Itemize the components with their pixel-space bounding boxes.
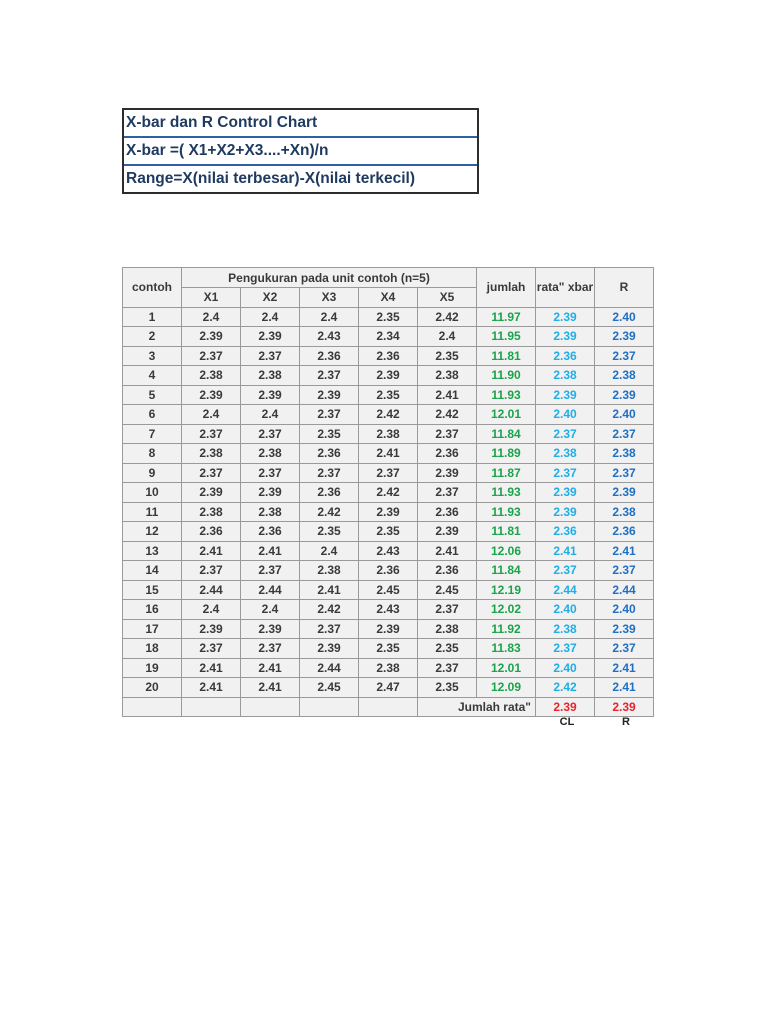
table-row <box>123 424 654 444</box>
cell-x1: 2.38 <box>182 444 241 464</box>
cell-x4: 2.35 <box>359 522 418 542</box>
cell-x1: 2.4 <box>182 405 241 425</box>
table-row <box>123 580 654 600</box>
row-number: 17 <box>123 619 182 639</box>
cell-x1: 2.37 <box>182 639 241 659</box>
cell-x3: 2.4 <box>300 541 359 561</box>
header-rata-xbar: rata" xbar <box>536 268 595 308</box>
cell-rata-xbar: 2.39 <box>536 385 595 405</box>
cell-jumlah: 12.19 <box>477 580 536 600</box>
header-r: R <box>595 268 654 308</box>
cell-x5: 2.42 <box>418 405 477 425</box>
cell-jumlah: 12.02 <box>477 600 536 620</box>
cell-x1: 2.39 <box>182 619 241 639</box>
header-jumlah: jumlah <box>477 268 536 308</box>
cell-jumlah: 11.81 <box>477 346 536 366</box>
cell-x3: 2.42 <box>300 502 359 522</box>
measurement-table <box>122 267 654 717</box>
cell-r: 2.38 <box>595 502 654 522</box>
cell-x3: 2.37 <box>300 619 359 639</box>
cell-x1: 2.37 <box>182 346 241 366</box>
cell-r: 2.44 <box>595 580 654 600</box>
cell-x1: 2.4 <box>182 600 241 620</box>
header-x4: X4 <box>359 288 418 308</box>
cell-x5: 2.37 <box>418 483 477 503</box>
cell-x3: 2.36 <box>300 444 359 464</box>
cell-x3: 2.36 <box>300 483 359 503</box>
cell-r: 2.37 <box>595 463 654 483</box>
cell-x3: 2.35 <box>300 522 359 542</box>
cell-rata-xbar: 2.36 <box>536 346 595 366</box>
table-row <box>123 385 654 405</box>
cell-x4: 2.36 <box>359 561 418 581</box>
cell-r: 2.37 <box>595 561 654 581</box>
cell-x3: 2.39 <box>300 639 359 659</box>
cell-x3: 2.44 <box>300 658 359 678</box>
cell-x1: 2.37 <box>182 463 241 483</box>
cell-rata-xbar: 2.36 <box>536 522 595 542</box>
cell-x3: 2.37 <box>300 366 359 386</box>
cell-x5: 2.37 <box>418 600 477 620</box>
xbar-formula: X-bar =( X1+X2+X3....+Xn)/n <box>124 136 477 164</box>
cell-rata-xbar: 2.38 <box>536 366 595 386</box>
row-number: 11 <box>123 502 182 522</box>
cell-x2: 2.37 <box>241 424 300 444</box>
cell-x1: 2.4 <box>182 307 241 327</box>
row-number: 16 <box>123 600 182 620</box>
table-row <box>123 639 654 659</box>
cell-x3: 2.41 <box>300 580 359 600</box>
cell-x5: 2.35 <box>418 639 477 659</box>
cell-x3: 2.37 <box>300 405 359 425</box>
empty-cell <box>300 697 359 717</box>
cell-rata-xbar: 2.40 <box>536 658 595 678</box>
cell-x4: 2.41 <box>359 444 418 464</box>
cell-rata-xbar: 2.39 <box>536 483 595 503</box>
empty-cell <box>359 697 418 717</box>
cell-x1: 2.38 <box>182 366 241 386</box>
row-number: 6 <box>123 405 182 425</box>
cell-x3: 2.43 <box>300 327 359 347</box>
cell-x3: 2.35 <box>300 424 359 444</box>
cell-jumlah: 12.09 <box>477 678 536 698</box>
cell-x2: 2.38 <box>241 502 300 522</box>
cell-x1: 2.39 <box>182 483 241 503</box>
cell-x4: 2.39 <box>359 619 418 639</box>
cell-jumlah: 11.92 <box>477 619 536 639</box>
cell-rata-xbar: 2.44 <box>536 580 595 600</box>
cell-rata-xbar: 2.40 <box>536 405 595 425</box>
cell-x4: 2.35 <box>359 307 418 327</box>
cell-rata-xbar: 2.37 <box>536 463 595 483</box>
row-number: 7 <box>123 424 182 444</box>
cell-jumlah: 11.84 <box>477 424 536 444</box>
row-number: 1 <box>123 307 182 327</box>
table-row <box>123 327 654 347</box>
cell-x1: 2.38 <box>182 502 241 522</box>
cell-rata-xbar: 2.39 <box>536 327 595 347</box>
cell-rata-xbar: 2.38 <box>536 619 595 639</box>
cell-x4: 2.38 <box>359 658 418 678</box>
range-formula: Range=X(nilai terbesar)-X(nilai terkecil) <box>124 164 477 192</box>
cell-r: 2.39 <box>595 385 654 405</box>
row-number: 9 <box>123 463 182 483</box>
empty-cell <box>123 697 182 717</box>
cell-x4: 2.39 <box>359 366 418 386</box>
cell-jumlah: 12.01 <box>477 405 536 425</box>
table-row <box>123 366 654 386</box>
cell-jumlah: 11.83 <box>477 639 536 659</box>
cell-x5: 2.38 <box>418 619 477 639</box>
cell-x2: 2.38 <box>241 366 300 386</box>
cell-x3: 2.45 <box>300 678 359 698</box>
header-contoh: contoh <box>123 268 182 308</box>
header-x3: X3 <box>300 288 359 308</box>
cell-jumlah: 11.93 <box>477 385 536 405</box>
cell-x4: 2.38 <box>359 424 418 444</box>
row-number: 19 <box>123 658 182 678</box>
empty-cell <box>182 697 241 717</box>
table-row <box>123 307 654 327</box>
cell-x5: 2.36 <box>418 444 477 464</box>
table-row <box>123 483 654 503</box>
table-row <box>123 522 654 542</box>
cell-x5: 2.36 <box>418 561 477 581</box>
table-row <box>123 444 654 464</box>
header-x2: X2 <box>241 288 300 308</box>
cell-r: 2.37 <box>595 346 654 366</box>
header-x5: X5 <box>418 288 477 308</box>
cell-x1: 2.37 <box>182 561 241 581</box>
cell-r: 2.41 <box>595 541 654 561</box>
row-number: 18 <box>123 639 182 659</box>
row-number: 10 <box>123 483 182 503</box>
row-number: 20 <box>123 678 182 698</box>
cell-x1: 2.41 <box>182 678 241 698</box>
table-row <box>123 502 654 522</box>
cell-rata-xbar: 2.41 <box>536 541 595 561</box>
cell-x5: 2.4 <box>418 327 477 347</box>
table-row <box>123 541 654 561</box>
header-x1: X1 <box>182 288 241 308</box>
cell-rata-xbar: 2.42 <box>536 678 595 698</box>
cell-jumlah: 11.97 <box>477 307 536 327</box>
cell-jumlah: 11.81 <box>477 522 536 542</box>
cell-rata-xbar: 2.37 <box>536 639 595 659</box>
cell-x2: 2.39 <box>241 619 300 639</box>
table-row <box>123 678 654 698</box>
cell-jumlah: 11.89 <box>477 444 536 464</box>
cell-x1: 2.37 <box>182 424 241 444</box>
row-number: 2 <box>123 327 182 347</box>
cell-x2: 2.44 <box>241 580 300 600</box>
cell-rata-xbar: 2.39 <box>536 307 595 327</box>
cell-jumlah: 11.93 <box>477 502 536 522</box>
cell-x2: 2.37 <box>241 639 300 659</box>
cell-x4: 2.43 <box>359 541 418 561</box>
cell-r: 2.39 <box>595 483 654 503</box>
cell-x2: 2.39 <box>241 483 300 503</box>
table-row <box>123 619 654 639</box>
cell-x5: 2.35 <box>418 678 477 698</box>
cell-x5: 2.42 <box>418 307 477 327</box>
cell-r: 2.37 <box>595 424 654 444</box>
row-number: 13 <box>123 541 182 561</box>
cell-x4: 2.37 <box>359 463 418 483</box>
cell-r: 2.40 <box>595 405 654 425</box>
summary-r: 2.39 <box>595 697 654 717</box>
cell-rata-xbar: 2.40 <box>536 600 595 620</box>
cell-jumlah: 11.95 <box>477 327 536 347</box>
cell-x2: 2.41 <box>241 658 300 678</box>
table-row <box>123 463 654 483</box>
cell-r: 2.39 <box>595 619 654 639</box>
cell-x2: 2.37 <box>241 561 300 581</box>
cell-jumlah: 12.01 <box>477 658 536 678</box>
row-number: 3 <box>123 346 182 366</box>
cell-x1: 2.39 <box>182 385 241 405</box>
cell-x5: 2.36 <box>418 502 477 522</box>
cell-rata-xbar: 2.37 <box>536 424 595 444</box>
cell-r: 2.40 <box>595 600 654 620</box>
cell-x5: 2.35 <box>418 346 477 366</box>
row-number: 12 <box>123 522 182 542</box>
cell-x3: 2.38 <box>300 561 359 581</box>
cell-x2: 2.36 <box>241 522 300 542</box>
cell-x2: 2.41 <box>241 678 300 698</box>
cell-r: 2.38 <box>595 444 654 464</box>
table-row <box>123 658 654 678</box>
chart-title: X-bar dan R Control Chart <box>126 114 318 131</box>
cell-rata-xbar: 2.39 <box>536 502 595 522</box>
cell-rata-xbar: 2.37 <box>536 561 595 581</box>
cell-x1: 2.36 <box>182 522 241 542</box>
cell-x5: 2.39 <box>418 463 477 483</box>
cl-label: CL <box>559 716 575 728</box>
cell-x4: 2.42 <box>359 405 418 425</box>
cell-x5: 2.37 <box>418 658 477 678</box>
row-number: 8 <box>123 444 182 464</box>
cell-x5: 2.39 <box>418 522 477 542</box>
cell-r: 2.40 <box>595 307 654 327</box>
cell-r: 2.37 <box>595 639 654 659</box>
cell-x2: 2.41 <box>241 541 300 561</box>
cell-x3: 2.37 <box>300 463 359 483</box>
cell-x5: 2.38 <box>418 366 477 386</box>
summary-rata-xbar: 2.39 <box>536 697 595 717</box>
cell-x4: 2.47 <box>359 678 418 698</box>
cell-x4: 2.43 <box>359 600 418 620</box>
row-number: 15 <box>123 580 182 600</box>
cell-x3: 2.39 <box>300 385 359 405</box>
cell-rata-xbar: 2.38 <box>536 444 595 464</box>
cell-jumlah: 11.84 <box>477 561 536 581</box>
row-number: 5 <box>123 385 182 405</box>
cell-r: 2.41 <box>595 658 654 678</box>
table-row <box>123 405 654 425</box>
cell-x4: 2.39 <box>359 502 418 522</box>
cell-jumlah: 11.87 <box>477 463 536 483</box>
row-number: 14 <box>123 561 182 581</box>
summary-label: Jumlah rata" <box>418 697 536 717</box>
cell-jumlah: 12.06 <box>477 541 536 561</box>
table-row <box>123 346 654 366</box>
cell-x4: 2.35 <box>359 639 418 659</box>
cell-x3: 2.36 <box>300 346 359 366</box>
cell-x4: 2.45 <box>359 580 418 600</box>
cell-r: 2.41 <box>595 678 654 698</box>
cell-x5: 2.41 <box>418 541 477 561</box>
cell-x2: 2.39 <box>241 327 300 347</box>
cell-x4: 2.34 <box>359 327 418 347</box>
table-row <box>123 561 654 581</box>
cell-x4: 2.42 <box>359 483 418 503</box>
cell-x5: 2.45 <box>418 580 477 600</box>
cell-x5: 2.37 <box>418 424 477 444</box>
summary-row <box>123 697 654 717</box>
cell-x2: 2.4 <box>241 405 300 425</box>
cell-x2: 2.37 <box>241 346 300 366</box>
cell-x3: 2.4 <box>300 307 359 327</box>
cell-jumlah: 11.93 <box>477 483 536 503</box>
cell-jumlah: 11.90 <box>477 366 536 386</box>
cell-x2: 2.37 <box>241 463 300 483</box>
cell-x2: 2.39 <box>241 385 300 405</box>
empty-cell <box>241 697 300 717</box>
cell-x2: 2.4 <box>241 307 300 327</box>
cell-x1: 2.41 <box>182 658 241 678</box>
cell-x4: 2.36 <box>359 346 418 366</box>
r-label: R <box>622 716 630 728</box>
cell-x1: 2.39 <box>182 327 241 347</box>
info-box <box>122 108 479 194</box>
header-group: Pengukuran pada unit contoh (n=5) <box>182 268 477 288</box>
cell-x4: 2.35 <box>359 385 418 405</box>
cell-x3: 2.42 <box>300 600 359 620</box>
cell-x2: 2.4 <box>241 600 300 620</box>
cell-x1: 2.41 <box>182 541 241 561</box>
cell-r: 2.36 <box>595 522 654 542</box>
cell-r: 2.39 <box>595 327 654 347</box>
table-row <box>123 600 654 620</box>
cell-x1: 2.44 <box>182 580 241 600</box>
cell-x5: 2.41 <box>418 385 477 405</box>
row-number: 4 <box>123 366 182 386</box>
cell-r: 2.38 <box>595 366 654 386</box>
cell-x2: 2.38 <box>241 444 300 464</box>
